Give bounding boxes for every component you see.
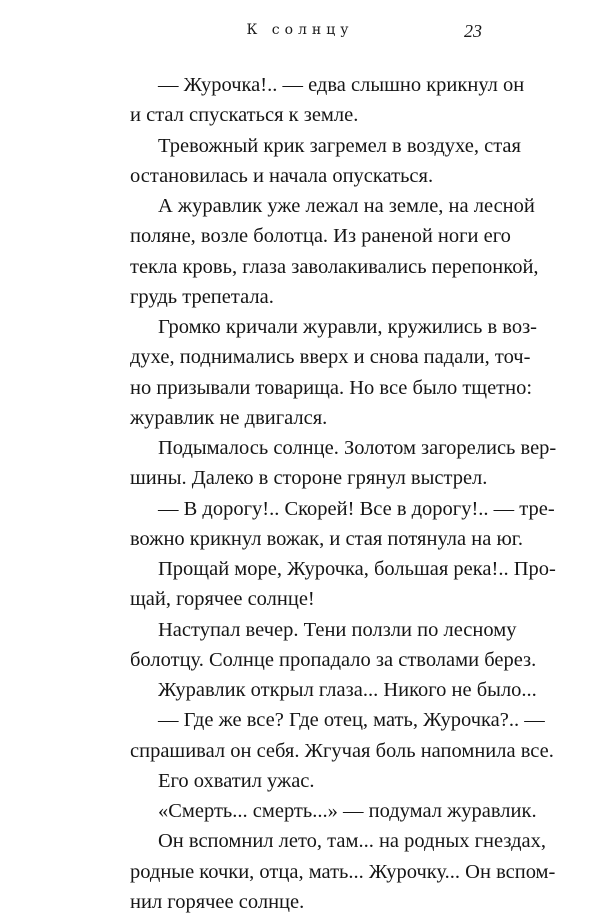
text-line: журавлик не двигался.	[130, 406, 328, 429]
text-line: духе, поднимались вверх и снова падали, точ-	[130, 346, 531, 369]
paragraph	[102, 796, 537, 826]
text-line: спрашивал он себя. Жгучая боль напомнила все.	[130, 739, 554, 762]
text-line: Наступал вечер. Тени ползли по лесному	[158, 618, 517, 641]
text-line: шины. Далеко в стороне грянул выстрел.	[130, 467, 488, 490]
paragraph	[102, 191, 539, 312]
text-line: Громко кричали журавли, кружились в воз-	[158, 316, 537, 338]
paragraph	[102, 615, 537, 676]
text-line: Журавлик открыл глаза... Никого не было...	[158, 679, 537, 701]
paragraph	[102, 131, 521, 192]
text-line: — Журочка!.. — едва слышно крикнул он	[158, 74, 525, 96]
text-line: щай, горячее солнце!	[130, 588, 315, 611]
page-number: 23	[464, 21, 482, 41]
body-text	[102, 70, 557, 917]
text-line: Его охватил ужас.	[158, 769, 315, 792]
paragraph	[102, 494, 555, 555]
text-line: вожно крикнул вожак, и стая потянула на юг.	[130, 527, 523, 550]
running-head	[0, 22, 600, 46]
text-line: грудь трепетала.	[130, 285, 274, 308]
paragraph	[102, 312, 537, 433]
paragraph	[102, 766, 478, 796]
paragraph	[102, 554, 556, 615]
text-line: А журавлик уже лежал на земле, на лесной	[158, 195, 535, 217]
running-title: К солнцу	[246, 22, 354, 38]
text-line: — Где же все? Где отец, мать, Журочка?.. —	[158, 709, 545, 732]
text-line: Тревожный крик загремел в воздухе, стая	[158, 134, 521, 157]
text-line: нил горячее солнце.	[130, 890, 305, 913]
text-line: родные кочки, отца, мать... Журочку... Он вспом-	[130, 860, 556, 883]
text-line: Подымалось солнце. Золотом загорелись вер-	[158, 437, 557, 459]
paragraph	[102, 705, 554, 766]
text-line: Прощай море, Журочка, большая река!.. Про-	[158, 558, 556, 580]
text-line: остановилась и начала опускаться.	[130, 164, 434, 187]
text-line: Он вспомнил лето, там... на родных гнездах,	[158, 830, 546, 853]
text-line: «Смерть... смерть...» — подумал журавлик.	[158, 800, 537, 822]
text-line: но призывали товарища. Но все было тщетно:	[130, 376, 533, 399]
paragraph	[102, 826, 556, 917]
text-line: болотцу. Солнце пропадало за стволами берез.	[130, 648, 537, 671]
text-line: и стал спускаться к земле.	[130, 104, 359, 127]
paragraph	[102, 433, 557, 494]
text-line: — В дорогу!.. Скорей! Все в дорогу!.. — тре-	[158, 497, 555, 520]
paragraph	[102, 70, 525, 131]
text-line: поляне, возле болотца. Из раненой ноги его	[130, 225, 511, 248]
text-line: текла кровь, глаза заволакивались перепонкой,	[130, 255, 539, 278]
paragraph	[102, 675, 537, 705]
